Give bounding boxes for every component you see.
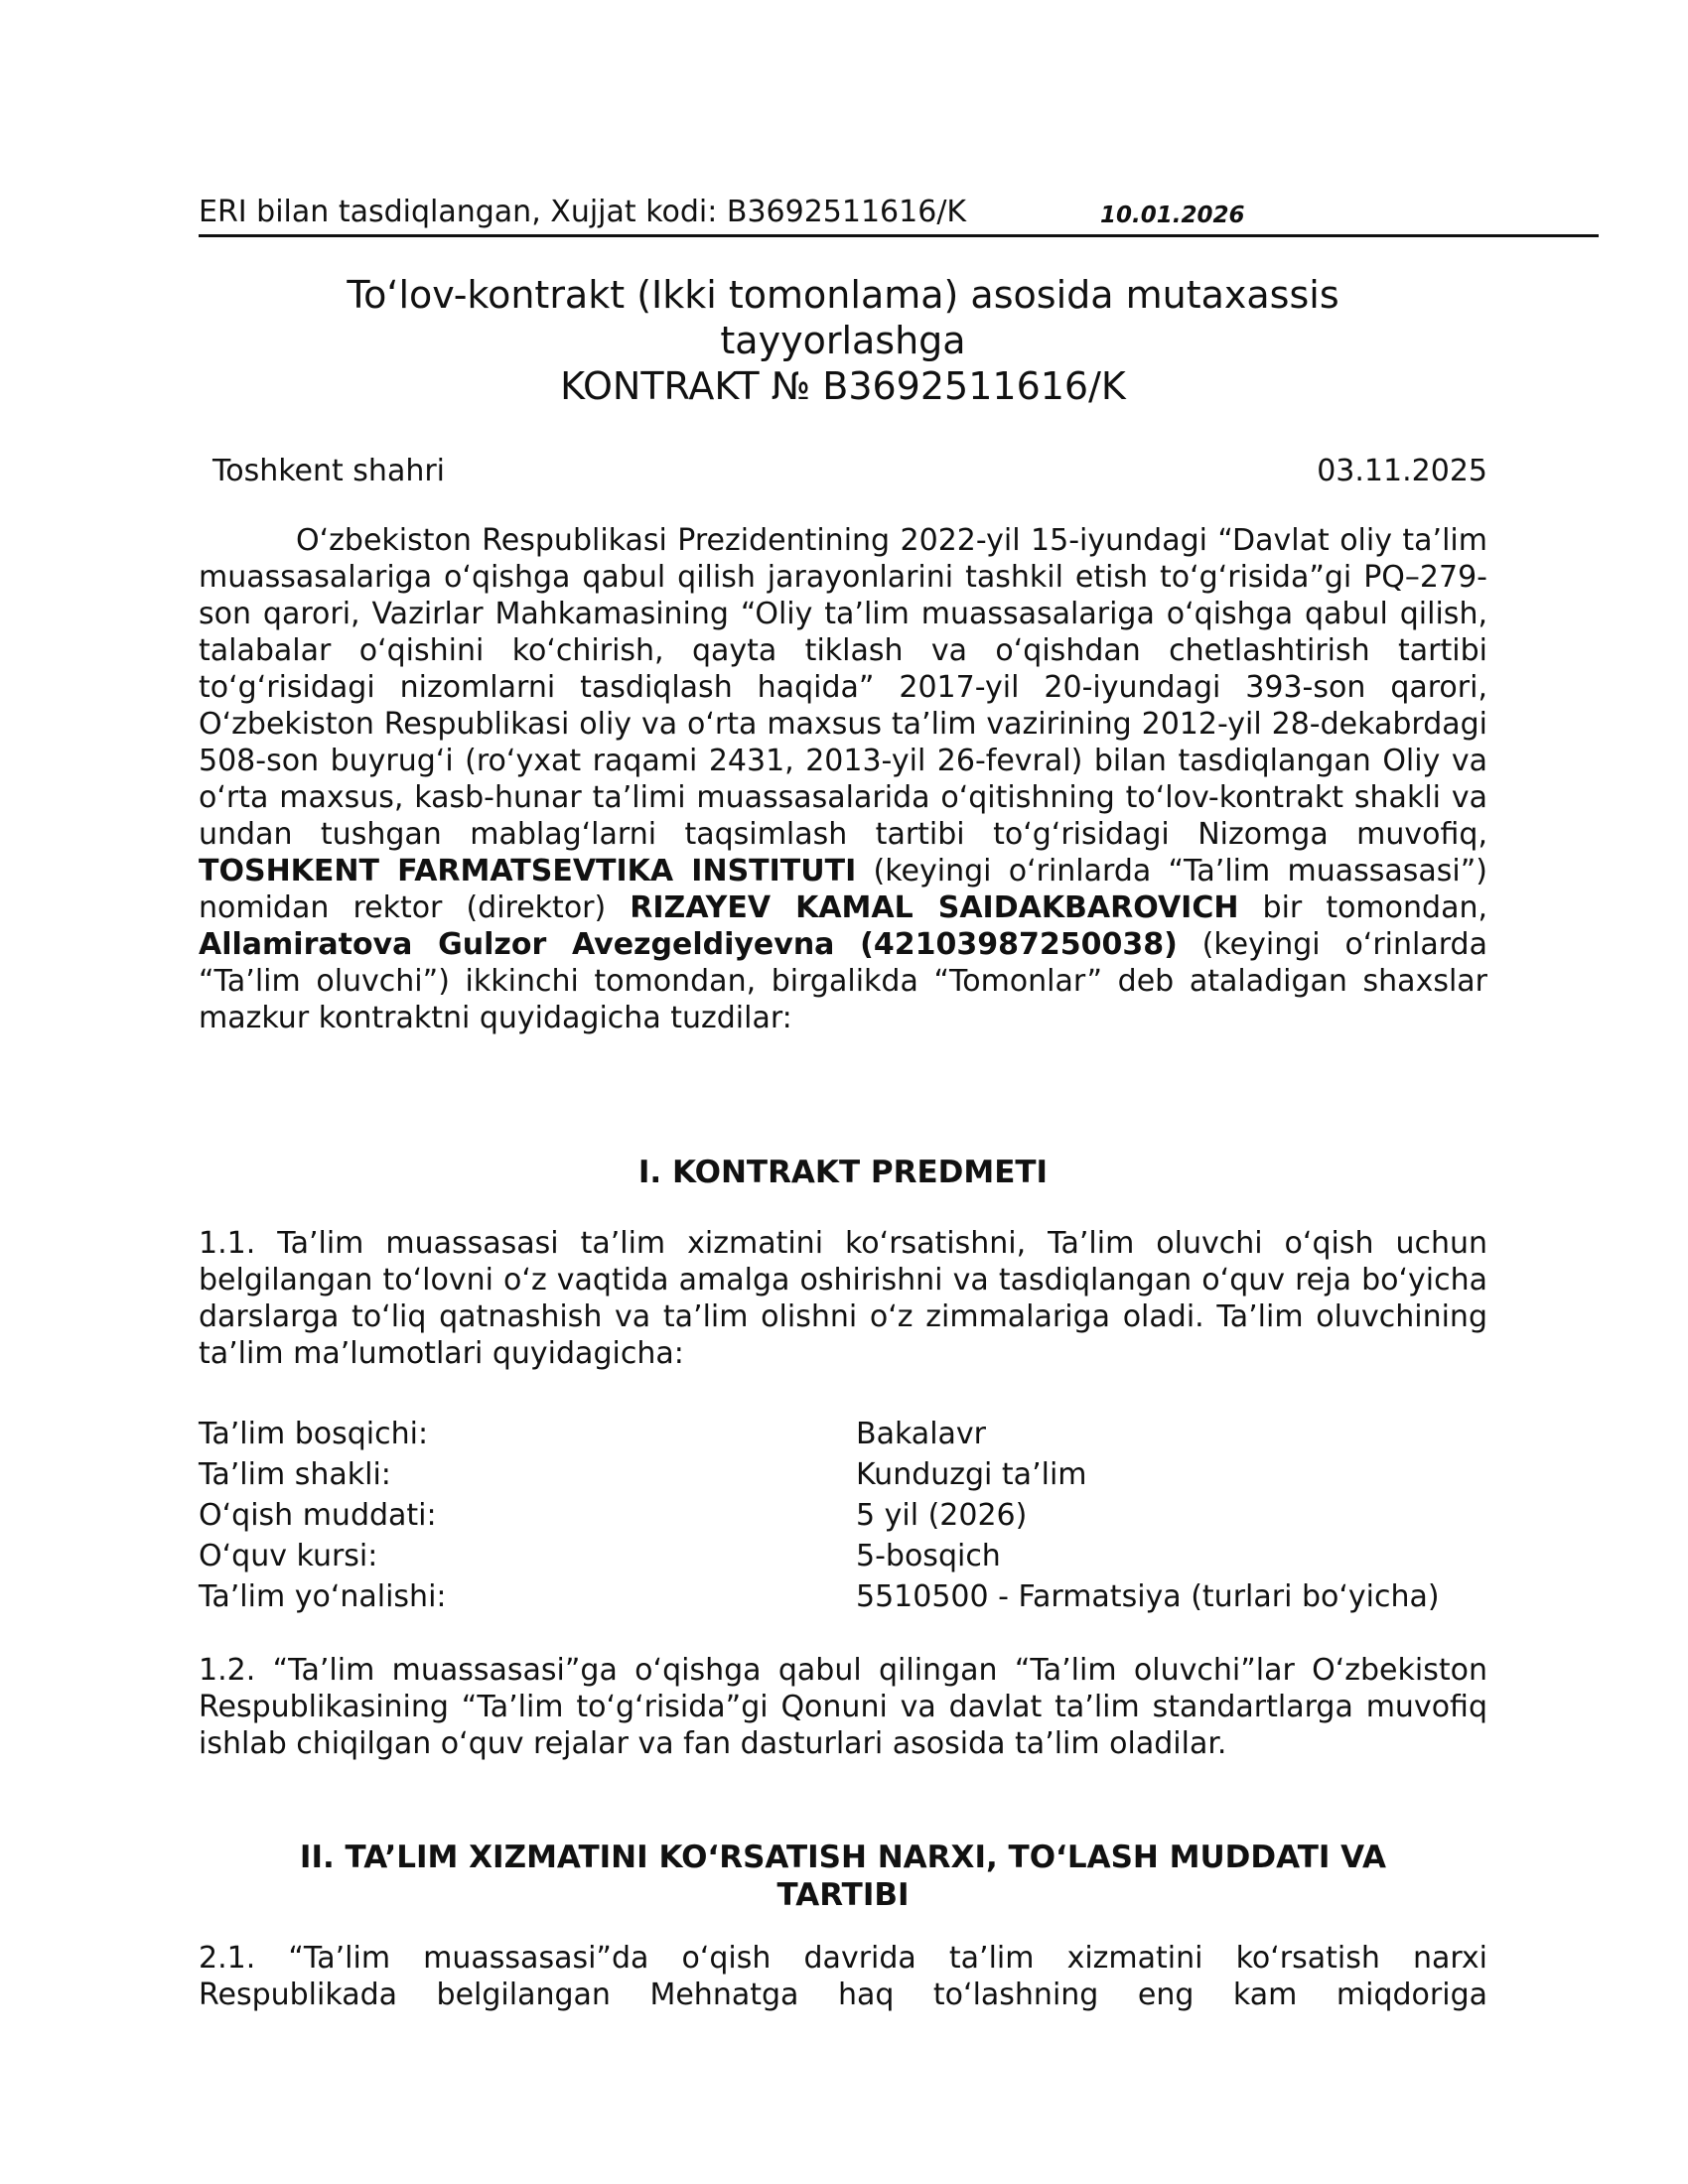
section-1-paragraph-2: 1.2. “Ta’lim muassasasi”ga o‘qishga qabul qilingan “Ta’lim oluvchi”lar O‘zbekiston Respublikasining “Ta’lim to‘g‘risida”gi Qonuni va davlat ta’lim standartlarga muvofiq ishlab chiqilgan o‘quv rejalar va fan dasturlari asosida ta’lim oladilar. — [199, 1653, 1487, 1761]
info-label: O‘quv kursi: — [199, 1539, 378, 1573]
section-1-title: I. KONTRAKT PREDMETI — [637, 1155, 1049, 1190]
info-row-stage — [199, 1414, 1509, 1454]
section-2-title-line-1: II. TA’LIM XIZMATINI KO‘RSATISH NARXI, TO‘LASH MUDDATI VA — [299, 1840, 1387, 1875]
title-line-2: tayyorlashga — [720, 319, 966, 362]
section-1-paragraph-1: 1.1. Ta’lim muassasasi ta’lim xizmatini ko‘rsatishni, Ta’lim oluvchi o‘qish uchun belgilangan to‘lovni o‘z vaqtida amalga oshirishni va tasdiqlangan o‘quv reja bo‘yicha darslarga to‘liq qatnashish va ta’lim olishni o‘z zimmalariga oladi. Ta’lim oluvchining ta’lim ma’lumotlari quyidagicha: — [199, 1226, 1487, 1371]
info-label: Ta’lim yo‘nalishi: — [199, 1579, 447, 1614]
info-value: Kunduzgi ta’lim — [856, 1457, 1087, 1492]
preamble-text-2: (keyingi o‘rinlarda “Ta’lim muassasasi”) nomidan rektor (direktor) — [199, 854, 1487, 925]
title-line-1: To‘lov-kontrakt (Ikki tomonlama) asosida mutaxassis — [347, 273, 1339, 317]
rector-name: RIZAYEV KAMAL SAIDAKBAROVICH — [630, 890, 1239, 925]
info-row-duration — [199, 1495, 1509, 1536]
contract-date: 03.11.2025 — [1317, 454, 1487, 488]
section-2-title-line-2: TARTIBI — [776, 1877, 910, 1913]
info-label: Ta’lim bosqichi: — [199, 1417, 429, 1451]
document-header — [199, 195, 1599, 237]
info-value: 5 yil (2026) — [856, 1498, 1028, 1533]
info-row-form — [199, 1454, 1509, 1495]
education-info-table — [199, 1414, 1509, 1617]
institution-name: TOSHKENT FARMATSEVTIKA INSTITUTI — [199, 854, 857, 888]
title-line-3: KONTRAKT № B3692511616/K — [560, 364, 1126, 408]
info-label: Ta’lim shakli: — [199, 1457, 391, 1492]
info-value: Bakalavr — [856, 1417, 987, 1451]
info-row-course — [199, 1536, 1509, 1576]
contract-place: Toshkent shahri — [212, 454, 446, 488]
section-2-paragraph-1: 2.1. “Ta’lim muassasasi”da o‘qish davrida ta’lim xizmatini ko‘rsatish narxi Respublikada belgilangan Mehnatga haq to‘lashning eng kam miqdoriga — [199, 1941, 1487, 2012]
section-2-title — [199, 1839, 1487, 1914]
info-row-direction — [199, 1576, 1509, 1617]
info-label: O‘qish muddati: — [199, 1498, 437, 1533]
info-value: 5-bosqich — [856, 1539, 1001, 1573]
header-verification-text: ERI bilan tasdiqlangan, Xujjat kodi: B3692511616/K — [199, 195, 967, 229]
preamble-text-4: (keyingi o‘rinlarda “Ta’lim oluvchi”) ikkinchi tomondan, birgalikda “Tomonlar” deb ataladigan shaxslar mazkur kontraktni quyidagicha tuzdilar: — [199, 927, 1487, 1035]
student-name: Allamiratova Gulzor Avezgeldiyevna (42103987250038) — [199, 927, 1178, 962]
header-date: 10.01.2026 — [1100, 203, 1245, 228]
preamble-paragraph — [199, 522, 1487, 1036]
preamble-text-1: O‘zbekiston Respublikasi Prezidentining 2022-yil 15-iyundagi “Davlat oliy ta’lim muassasalariga o‘qishga qabul qilish jarayonlarini tashkil etish to‘g‘risida”gi PQ–279-son qarori, Vazirlar Mahkamasining “Oliy ta’lim muassasalariga o‘qishga qabul qilish, talabalar o‘qishini ko‘chirish, qayta tiklash va o‘qishdan chetlashtirish tartibi to‘g‘risidagi nizomlarni tasdiqlash haqida” 2017-yil 20-iyundagi 393-son qarori, O‘zbekiston Respublikasi oliy va o‘rta maxsus ta’lim vazirining 2012-yil 28-dekabrdagi 508-son buyrug‘i (ro‘yxat raqami 2431, 2013-yil 26-fevral) bilan tasdiqlangan Oliy va o‘rta maxsus, kasb-hunar ta’limi muassasalarida o‘qitishning to‘lov-kontrakt shakli va undan tushgan mablag‘larni taqsimlash tartibi to‘g‘risidagi Nizomga muvofiq, — [199, 523, 1487, 852]
preamble-text-3: bir tomondan, — [1262, 890, 1488, 925]
contract-title — [199, 272, 1487, 409]
info-value: 5510500 - Farmatsiya (turlari bo‘yicha) — [856, 1579, 1440, 1614]
